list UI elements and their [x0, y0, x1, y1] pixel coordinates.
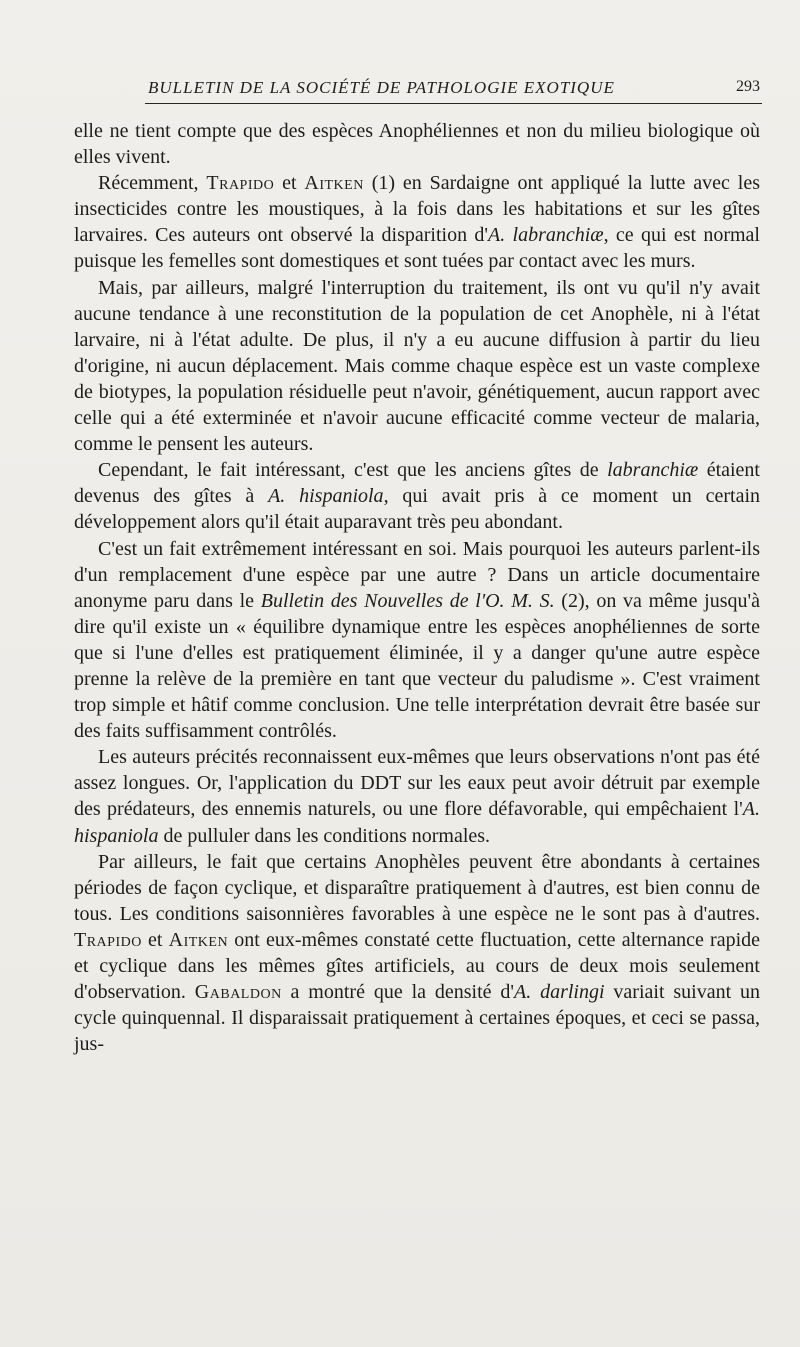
author-name: Trapido — [74, 928, 142, 951]
paragraph-text: , ce qui est normal puisque les femelles sont domestiques et sont tuées par contact avec les murs. — [74, 224, 760, 273]
paragraph-text: Les auteurs précités reconnaissent eux-mêmes que leurs observations n'ont pas été assez longues. Or, l'application du DDT sur les eaux peut avoir détruit par exemple des prédateurs, des ennemis naturels, ou une flore défavorable, qui empêchaient l' — [74, 746, 760, 821]
body-text — [74, 118, 760, 1057]
paragraph-text: variait suivant un cycle quinquennal. Il disparaissait pratiquement à certaines époques, et ceci se passa, jus- — [74, 981, 761, 1056]
species-name: labranchiæ — [607, 459, 699, 482]
paragraph-text: elle ne tient compte que des espèces Anophéliennes et non du milieu biologique où elles vivent. — [74, 120, 760, 169]
species-name: A. hispaniola — [74, 798, 760, 847]
paragraph-text: C'est un fait extrêmement intéressant en soi. Mais pourquoi les auteurs parlent-ils d'un remplacement d'une espèce par une autre ? Dans un article documentaire anonyme paru dans le — [74, 537, 760, 612]
running-header: BULLETIN DE LA SOCIÉTÉ DE PATHOLOGIE EXOTIQUE — [148, 78, 615, 97]
paragraph-text: et — [274, 172, 305, 195]
paragraph-text: (1) en Sardaigne ont appliqué la lutte avec les insecticides contre les moustiques, à la fois dans les habitations et sur les gîtes larvaires. Ces auteurs ont observé la disparition d' — [74, 172, 760, 247]
paragraph-text: Récemment, — [98, 172, 207, 195]
paragraph — [74, 170, 760, 274]
paragraph-text: Mais, par ailleurs, malgré l'interruption du traitement, ils ont vu qu'il n'y avait aucune tendance à une reconstitution de la population de cet Anophèle, ni à l'état larvaire, ni à l'état adulte. De plus, il n'y a eu aucune diffusion à partir du lieu d'origine, ni aucun déplacement. Mais comme chaque espèce est un vaste complexe de biotypes, la population résiduelle peut n'avoir, génétiquement, aucun rapport avec celle qui a été exterminée et n'avoir aucune efficacité comme vecteur de malaria, comme le pensent les auteurs. — [74, 276, 760, 456]
species-name: A. darlingi — [514, 981, 605, 1004]
paragraph — [74, 849, 760, 1058]
paragraph-text: de pulluler dans les conditions normales. — [158, 824, 491, 847]
paragraph — [74, 118, 760, 170]
journal-title: Bulletin des Nouvelles de l'O. M. S. — [260, 589, 555, 612]
paragraph-text: (2), on va même jusqu'à dire qu'il existe un « équilibre dynamique entre les espèces anophéliennes de sorte que si l'une d'elles est pratiquement éliminée, il y a danger qu'une autre espèce prenne la relève de la première en tant que vecteur du paludisme ». C'est vraiment trop simple et hâtif comme conclusion. Une telle interprétation devrait être basée sur des faits suffisamment contrôlés. — [74, 589, 760, 743]
page-number: 293 — [736, 78, 760, 95]
paragraph — [74, 457, 760, 535]
paragraph — [74, 744, 760, 848]
paragraph-text: et — [141, 928, 169, 951]
species-name: A. labranchiæ — [488, 224, 604, 247]
author-name: Gabaldon — [194, 981, 282, 1004]
author-name: Aitken — [304, 172, 364, 195]
paragraph-text: Cependant, le fait intéressant, c'est que les anciens gîtes de — [98, 459, 608, 482]
paragraph-text: a montré que la densité d' — [281, 981, 514, 1004]
species-name: A. hispaniola — [268, 485, 384, 508]
header-rule — [145, 103, 762, 104]
paragraph — [74, 275, 760, 458]
paragraph-text: étaient devenus des gîtes à — [74, 459, 760, 508]
paragraph — [74, 536, 760, 745]
paragraph-text: , qui avait pris à ce moment un certain développement alors qu'il était auparavant très peu abondant. — [74, 485, 761, 534]
paragraph-text: ont eux-mêmes constaté cette fluctuation, cette alternance rapide et cyclique dans les mêmes gîtes artificiels, au cours de deux mois seulement d'observation. — [74, 928, 761, 1004]
paragraph-text: Par ailleurs, le fait que certains Anophèles peuvent être abondants à certaines périodes de façon cyclique, et disparaître pratiquement à d'autres, est bien connu de tous. Les conditions saisonnières favorables à une espèce ne le sont pas à d'autres. — [74, 850, 760, 925]
author-name: Trapido — [206, 172, 275, 195]
author-name: Aitken — [168, 928, 229, 951]
